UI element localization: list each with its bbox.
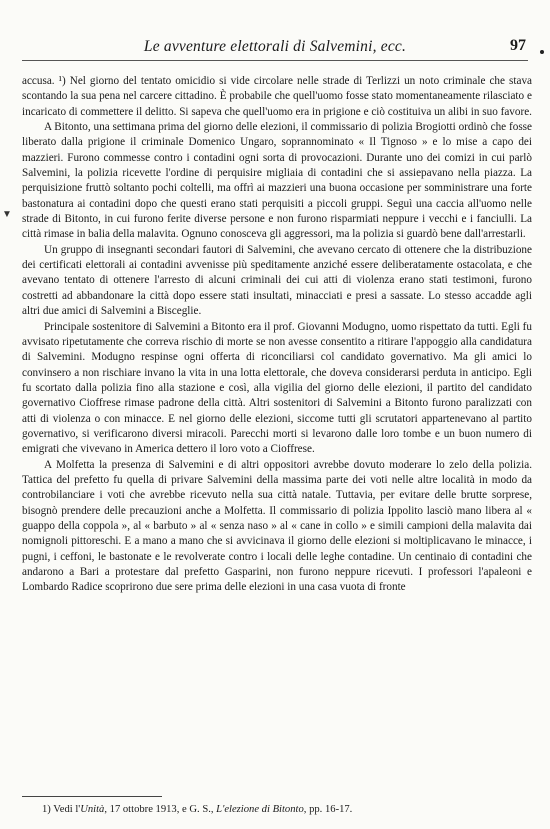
page-number: 97 [510, 37, 526, 54]
paragraph-1: accusa. ¹) Nel giorno del tentato omicidio si vide circolare nelle strade di Terlizzi un noto criminale che stava scontando la sua pena nel carcere cittadino. È probabile che quell'uomo fosse stato momentaneamente rilasciato e incaricato di commettere il delitto. Si sapeva che quell'uomo era in prigione e ciò costituiva un alibi in suo favore. [22, 75, 532, 118]
body-text [22, 74, 532, 596]
footnote-middle: , 17 ottobre 1913, e G. S., [104, 804, 217, 815]
footnote-prefix: 1) Vedi l' [42, 804, 81, 815]
paragraph-4: Principale sostenitore di Salvemini a Bitonto era il prof. Giovanni Modugno, uomo rispettato da tutti. Egli fu avvisato ripetutamente che correva rischio di morte se non avesse consentito a ritirare l'appoggio alla candidatura di Salvemini. Modugno respinse ogni offerta di riconciliarsi col candidato governativo. Ma gli amici lo convinsero a non rischiare invano la vita in una lotta elettorale, che doveva considerarsi perduta in anticipo. Egli fu scortato dalla polizia fino alla stazione e così, alla vigilia del giorno delle elezioni, il partito del candidato governativo Cioffrese rimase padrone della città. Altri sostenitori di Salvemini a Bitonto furono paralizzati con atti di violenza o con minacce. E nel giorno delle elezioni, siccome tutti gli scrutatori appartenevano al partito governativo, si verificarono diversi miracoli. Parecchi morti si levarono dalle loro tombe e un buon numero di emigrati che vivevano in America dettero il loro voto a Cioffrese. [22, 320, 532, 456]
footnote-article: L'elezione di Bitonto [216, 804, 304, 815]
margin-dot [540, 50, 544, 54]
paragraph-5: A Molfetta la presenza di Salvemini e di altri oppositori avrebbe dovuto moderare lo zelo della polizia. Tattica del prefetto fu quella di privare Salvemini della massima parte dei voti nelle altre località in modo da controbilanciare i voti che avrebbe ricevuto nella sua città natale. Tuttavia, per evitare delle brutte sorprese, bisognò prendere delle precauzioni anche a Molfetta. Il commissario di polizia Ippolito lasciò mano libera al « guappo della coppola », al « barbuto » al « senza naso » al « cane in collo » e simili campioni della malavita dai nomignoli pittoreschi. E a mano a mano che si avvicinava il giorno delle elezioni si moltiplicavano le minacce, i pugni, i ceffoni, le bastonate e le revolverate contro i locali delle leghe contadine. Un centinaio di contadini che andarono a Bari a protestare dal prefetto Gasparini, non furono neppure ricevuti. I professori l'apaleoni e Lombardo Radice scoprirono due sere prima delle elezioni in una casa vuota di fronte [22, 458, 532, 594]
running-header [22, 38, 528, 61]
margin-arrow-icon: ▼ [2, 209, 12, 220]
paragraph-3: Un gruppo di insegnanti secondari fautori di Salvemini, che avevano cercato di ottenere che la distribuzione dei certificati elettorali ai contadini avvenisse più speditamente anziché essere deliberatamente ostacolata, e che avevano tentato di ottenere l'arresto di alcuni criminali dei cui atti di violenza erano stati testimoni, furono costretti ad abbandonare la città dopo essere stati insultati, minacciati e presi a sassate. Lo stesso accadde agli altri due amici di Salvemini a Bisceglie. [22, 243, 532, 318]
footnote-suffix: , pp. 16-17. [303, 804, 353, 815]
footnote-journal: Unità [80, 804, 105, 815]
running-title: Le avventure elettorali di Salvemini, ecc. [143, 38, 407, 55]
footnote [42, 803, 532, 816]
paragraph-2: A Bitonto, una settimana prima del giorno delle elezioni, il commissario di polizia Brogiotti ordinò che fosse liberato dalla prigione il criminale Domenico Ungaro, soprannominato « Il Tignoso » e lo mise a capo dei mazzieri. Furono commesse contro i contadini ogni sorta di provocazioni. Durante uno dei comizi in cui parlò Salvemini, la polizia ricevette l'ordine di perquisire migliaia di contadini che si assiepavano nella piazza. La perquisizione fruttò soltanto pochi coltelli, ma offrì ai mazzieri una buona occasione per somministrare una forte bastonatura ai contadini dopo che questi erano stati perquisiti a piccoli gruppi. Seguì una caccia all'uomo nelle strade di Bitonto, in cui furono ferite diverse persone e non furono risparmiati neppure i vecchi e i fanciulli. La città rimase in balia della malavita. Ognuno conosceva gli aggressori, ma la polizia si guardò bene dall'arrestarli. [22, 121, 532, 241]
footnote-divider [22, 796, 162, 797]
